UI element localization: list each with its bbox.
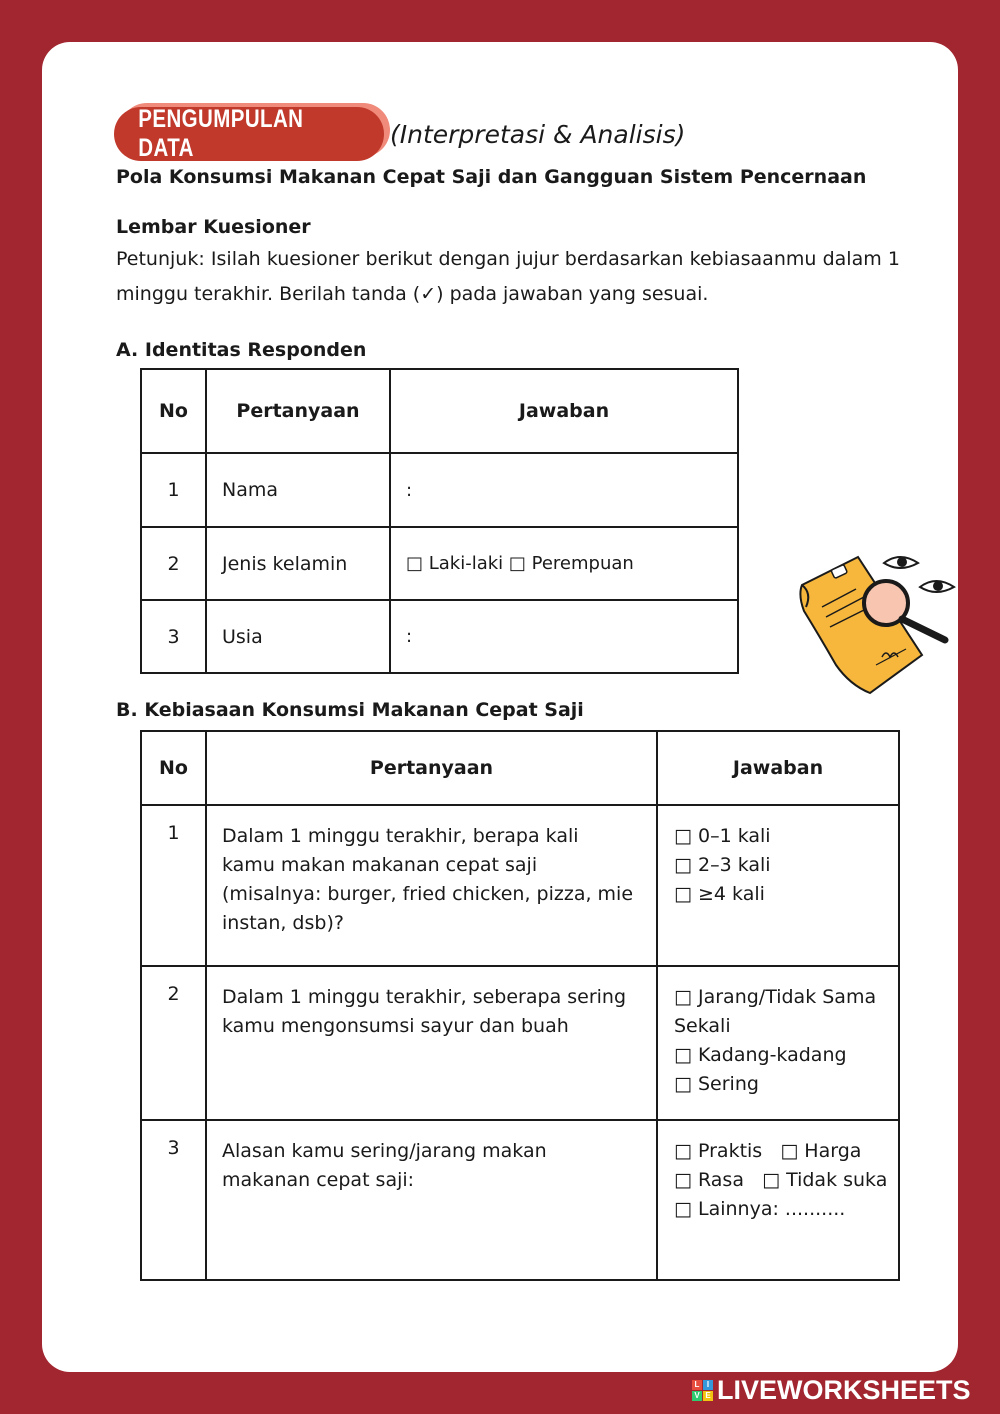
col-header-no: No — [141, 369, 206, 453]
table-header-row — [141, 731, 899, 805]
checkbox-option[interactable]: □ Lainnya: .......... — [674, 1198, 846, 1220]
checkbox-option[interactable]: □ Praktis □ Harga — [674, 1140, 862, 1162]
question-cell: Nama — [206, 453, 390, 527]
col-header-question: Pertanyaan — [206, 369, 390, 453]
table-row — [141, 805, 899, 966]
instruction-text: Petunjuk: Isilah kuesioner berikut dengan jujur berdasarkan kebiasaanmu dalam 1 minggu terakhir. Berilah tanda (✓) pada jawaban yang sesuai. — [116, 248, 900, 305]
section-badge — [114, 103, 390, 161]
page-title: Pola Konsumsi Makanan Cepat Saji dan Gangguan Sistem Pencernaan — [116, 166, 867, 188]
question-cell: Usia — [206, 600, 390, 673]
checkbox-option[interactable]: □ Rasa □ Tidak suka — [674, 1169, 888, 1191]
logo-mark-icon: L I V E — [692, 1380, 713, 1401]
answer-options — [657, 1120, 899, 1280]
col-header-question: Pertanyaan — [206, 731, 657, 805]
col-header-answer: Jawaban — [390, 369, 738, 453]
document-icon — [800, 557, 922, 693]
name-answer-field[interactable]: : — [390, 453, 738, 527]
consumption-habits-table — [140, 730, 900, 1281]
document-magnifier-illustration — [790, 545, 960, 705]
checkbox-option[interactable]: □ 2–3 kali — [674, 854, 771, 876]
answer-options — [657, 805, 899, 966]
col-header-no: No — [141, 731, 206, 805]
col-header-answer: Jawaban — [657, 731, 899, 805]
checkbox-option[interactable]: □ Jarang/Tidak Sama Sekali — [674, 986, 877, 1037]
logo-text: LIVEWORKSHEETS — [717, 1375, 971, 1405]
answer-options — [657, 966, 899, 1120]
checkbox-option[interactable]: □ ≥4 kali — [674, 883, 765, 905]
section-b-heading: B. Kebiasaan Konsumsi Makanan Cepat Saji — [116, 699, 584, 721]
table-row — [141, 453, 738, 527]
table-row — [141, 966, 899, 1120]
checkbox-option[interactable]: □ Kadang-kadang — [674, 1044, 847, 1066]
table-row — [141, 527, 738, 600]
age-answer-field[interactable]: : — [390, 600, 738, 673]
row-number: 2 — [141, 527, 206, 600]
eye-icon — [920, 581, 954, 592]
row-number: 1 — [141, 805, 206, 966]
row-number: 3 — [141, 1120, 206, 1280]
question-cell: Dalam 1 minggu terakhir, seberapa sering kamu mengonsumsi sayur dan buah — [206, 966, 657, 1120]
question-cell: Dalam 1 minggu terakhir, berapa kali kamu makan makanan cepat saji (misalnya: burger, fried chicken, pizza, mie instan, dsb)? — [206, 805, 657, 966]
row-number: 1 — [141, 453, 206, 527]
liveworksheets-logo — [692, 1375, 971, 1406]
badge-label: PENGUMPULAN DATA — [138, 105, 304, 162]
badge-pill — [114, 107, 384, 161]
question-cell: Jenis kelamin — [206, 527, 390, 600]
gender-answer-options[interactable]: □ Laki-laki □ Perempuan — [390, 527, 738, 600]
row-number: 2 — [141, 966, 206, 1120]
section-a-heading: A. Identitas Responden — [116, 339, 367, 361]
subtitle: (Interpretasi & Analisis) — [390, 120, 686, 149]
table-header-row — [141, 369, 738, 453]
questionnaire-heading: Lembar Kuesioner — [116, 216, 311, 238]
eye-icon — [884, 557, 918, 568]
table-row — [141, 600, 738, 673]
checkbox-option[interactable]: □ Sering — [674, 1073, 759, 1095]
checkbox-option[interactable]: □ 0–1 kali — [674, 825, 771, 847]
table-row — [141, 1120, 899, 1280]
row-number: 3 — [141, 600, 206, 673]
question-cell: Alasan kamu sering/jarang makan makanan cepat saji: — [206, 1120, 657, 1280]
identity-table — [140, 368, 739, 674]
